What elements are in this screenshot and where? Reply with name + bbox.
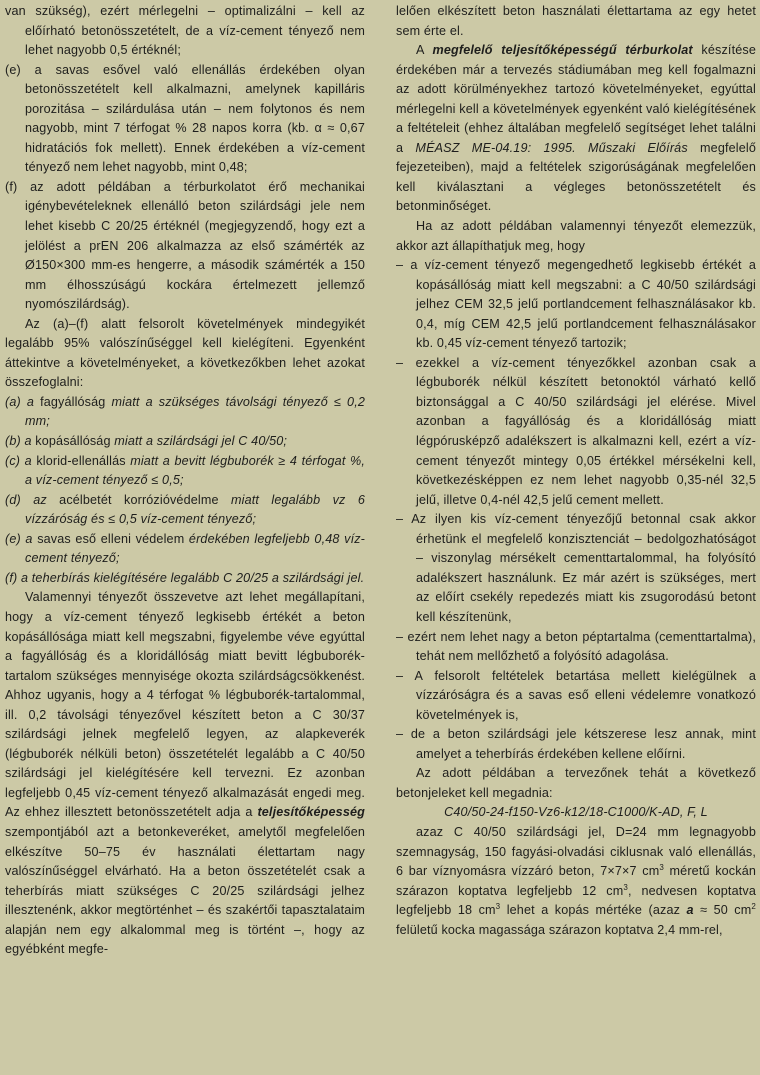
paragraph xyxy=(5,569,365,589)
text-run: készítése érdekében már a tervezés stádiumában meg kell fogalmazni az adott körülményekhez tartozó követelményeket, egyúttal mérlegelni kell a követelmények egyenként való kielégítésének a feltételeit (ehhez általában megfelelő segítséget lehet találni a xyxy=(396,43,756,155)
text-run: Az adott példában a tervezőnek tehát a következő betonjeleket kell megadnia: xyxy=(396,766,756,800)
paragraph xyxy=(396,823,756,940)
text-run: a xyxy=(686,903,694,918)
paragraph xyxy=(396,803,756,823)
text-run: teljesítőképesség xyxy=(257,805,365,820)
text-run: – A felsorolt feltételek betartása mellett kielégülnek a vízzáróságra és a savas eső elleni védelemre vonatkozó követelmények is, xyxy=(396,668,756,722)
paragraph xyxy=(5,315,365,393)
text-run: távolsági tényező ≤ 0,2 mm; xyxy=(25,394,365,429)
text-run: – a víz-cement tényező megengedhető legkisebb értékét a kopásállóság miatt kell megszabni: a C 40/50 szilárdsági jelhez CEM 32,5 jelű portlandcement felhasználásakor kb. 0,4, míg CEM 42,5 jelű portlandcement felhasználásakor kb. 0,45 víz-cement tényező tartozik; xyxy=(396,258,756,351)
text-run: méretű kockán szárazon koptatva legfeljebb 12 cm xyxy=(396,864,756,898)
text-run: (e) a xyxy=(5,531,38,546)
text-run: van szükség), ezért mérlegelni – optimalizálni – kell az előírható betonösszetételt, de a víz-cement tényező nem lehet nagyobb 0,5 értéknél; xyxy=(5,4,365,58)
text-run: vz 6 vízzáróság és ≤ 0,5 víz-cement tényező; xyxy=(25,492,365,527)
paragraph xyxy=(5,178,365,315)
text-run: savas eső elleni védelem xyxy=(37,531,185,546)
superscript: 3 xyxy=(623,882,628,892)
text-run: miatt a szükséges xyxy=(105,394,226,409)
text-run: , nedvesen koptatva legfeljebb 18 cm xyxy=(396,883,756,918)
text-run: miatt a xyxy=(110,434,157,449)
text-run: legfeljebb 0,48 víz-cement tényező; xyxy=(25,531,366,566)
paragraph xyxy=(396,764,756,803)
superscript: 3 xyxy=(495,902,501,912)
text-run: (c) a xyxy=(5,453,37,468)
text-run: miatt a xyxy=(125,453,175,468)
text-run: érdekében xyxy=(184,531,255,546)
text-run: – ezekkel a víz-cement tényezőkkel azonban csak a légbuborék nélkül készített betonoktól várható kellő biztonsággal a C 40/50 szilárdsági jel elérése. Mivel azonban a fagyállóság és a kloridállóság miatt légpórusképző adalékszert is alkalmazni kell, ezért a víz-cement tényezőt mintegy 0,05 értékkel mérsékelni kell, következésképpen ez nem lehet nagyobb 0,35-nél 32,5 jelű, illetve 0,4-nél 42,5 jelű cement mellett. xyxy=(396,355,756,507)
superscript: 3 xyxy=(659,863,664,873)
left-column xyxy=(5,2,365,960)
paragraph xyxy=(396,217,756,256)
text-run: szilárdsági jel C 40/50; xyxy=(156,434,288,449)
paragraph xyxy=(396,256,756,354)
text-run: klorid-ellenállás xyxy=(36,453,126,468)
paragraph xyxy=(396,2,756,41)
text-run: fagyállóság xyxy=(40,394,106,409)
text-run: – de a beton szilárdsági jele kétszerese lesz annak, mint amelyet a teherbírás érdekében kellene előírni. xyxy=(396,727,756,761)
paragraph xyxy=(5,2,365,61)
text-run: lehet a kopás mértéke (azaz xyxy=(500,903,687,918)
paragraph xyxy=(5,393,365,432)
text-run: A xyxy=(416,43,433,58)
text-run: Ha az adott példában valamennyi tényezőt elemezzük, akkor azt állapíthatjuk meg, hogy xyxy=(396,219,756,253)
paragraph xyxy=(5,530,365,569)
paragraph xyxy=(396,510,756,627)
text-run: (e) a savas esővel való ellenállás érdekében olyan betonösszetételt kell alkalmazni, amelynek kapilláris porozitása – szilárdulása után – nem folytonos és nem nagyobb, mint 7 térfogat % 28 napos korra (kb. α ≈ 0,67 hidratációs fok mellett). Ennek érdekében a víz-cement tényező nem lehet nagyobb, mint 0,48; xyxy=(5,62,365,175)
paragraph xyxy=(5,61,365,178)
paragraph xyxy=(5,432,365,452)
text-run: C40/50-24-f150-Vz6-k12/18-C1000/K-AD, F, L xyxy=(444,805,708,820)
text-run: bevitt légbuborék ≥ 4 térfogat %, a víz-cement tényező ≤ 0,5; xyxy=(25,453,365,488)
text-run: azaz C 40/50 szilárdsági jel, D=24 mm legnagyobb szemnagyság, 150 fagyási-olvadási ciklusnak való ellenállás, 6 bar víznyomásra vízzáró beton, 7×7×7 cm xyxy=(396,824,756,879)
text-run: miatt legalább xyxy=(218,492,333,507)
text-run: megfelelő fejezeteiben), majd a feltételek szigorúságának megfelelően kell kiválasztani a végleges betonösszetételt és betonminőséget. xyxy=(396,140,756,214)
text-run: megfelelő teljesítőképességű térburkolat xyxy=(432,43,693,58)
text-run: – Az ilyen kis víz-cement tényezőjű betonnal csak akkor érhetünk el megfelelő konzisztenciát – bedolgozhatóságot – viszonylag mérsékelt cementtartalommal, ha folyósító adalékszert használunk. Ez már azért is szükséges, mert az előírt csekély repedezés miatt kis zsugorodású betont kell készítenünk, xyxy=(396,512,756,624)
paragraph xyxy=(5,452,365,491)
text-run: Valamennyi tényezőt összevetve azt lehet megállapítani, hogy a víz-cement tényező legkisebb értékét a beton kopásállósága miatt kell megszabni, figyelembe véve egyúttal a fagyállóság és a kloridállóság miatt bevitt légbuborék-tartalom szükséges mennyisége okozta szilárdságcsökkenést. Ahhoz ugyanis, hogy a 4 térfogat % légbuborék-tartalommal, ill. 0,2 távolsági tényezővel készített beton a C 30/37 szilárdsági jelnek megfelelő legyen, az alapkeverék (légbuborék nélküli beton) összetételét legalább a C 40/50 szilárdsági jel kielégítésére kell tervezni. Ez azonban legfeljebb 0,45 víz-cement tényező alkalmazását engedi meg. Az ehhez illesztett betonösszetételt adja a xyxy=(5,590,365,820)
text-run: (f) a teherbírás kielégítésére legalább C 20/25 a szilárdsági jel. xyxy=(5,570,365,585)
text-run: acélbetét korrózióvédelme xyxy=(59,492,219,507)
paragraph xyxy=(396,667,756,726)
paragraph xyxy=(5,491,365,530)
paragraph xyxy=(396,628,756,667)
text-run: lelően elkészített beton használati élettartama az egy hetet sem érte el. xyxy=(396,4,756,38)
paragraph xyxy=(396,725,756,764)
text-run: Az (a)–(f) alatt felsorolt követelmények mindegyikét legalább 95% valószínűséggel kell kielégíteni. Egyenként áttekintve a követelményeket, a következőkben lehet azokat összefoglalni: xyxy=(5,316,365,390)
text-run: – ezért nem lehet nagy a beton péptartalma (cementtartalma), tehát nem mellőzhető a folyósító adagolása. xyxy=(396,629,756,664)
text-run: szempontjából azt a betonkeveréket, amelytől megfelelően elkészítve 50–75 év használati élettartam nagy valószínűséggel elvárható. Ha a beton összetételét csak a teherbírás miatt szükséges C 20/25 szilárdsági jelhez illesztenénk, akkor megtörténhet – és szakértői tapasztalataim alapján nem egy alkalommal meg is történt –, hogy az egyébként megfe- xyxy=(5,824,365,957)
paragraph xyxy=(5,588,365,959)
text-run: (f) az adott példában a térburkolatot érő mechanikai igénybevételeknek ellenálló beton szilárdsági jele nem lehet kisebb C 20/25 értéknél (megjegyzendő, hogy ezt a jelölést a prEN 206 alkalmazza az első számérték az Ø150×300 mm-es hengerre, a második számérték a 150 mm élhosszúságú kockára értelmezett jellemző nyomószilárdság). xyxy=(5,179,365,312)
text-run: (a) a xyxy=(5,394,41,409)
paragraph xyxy=(396,354,756,510)
right-column xyxy=(396,2,756,940)
text-run: (b) a xyxy=(5,434,36,449)
text-run: ≈ 50 cm xyxy=(693,903,752,918)
superscript: 2 xyxy=(751,902,756,912)
text-run: kopásállóság xyxy=(35,434,111,449)
text-run: MÉASZ ME-04.19: 1995. Műszaki Előírás xyxy=(415,140,688,155)
text-run: (d) az xyxy=(5,492,60,507)
text-run: felületű kocka magassága szárazon koptatva 2,4 mm-rel, xyxy=(396,922,723,937)
paragraph xyxy=(396,41,756,217)
